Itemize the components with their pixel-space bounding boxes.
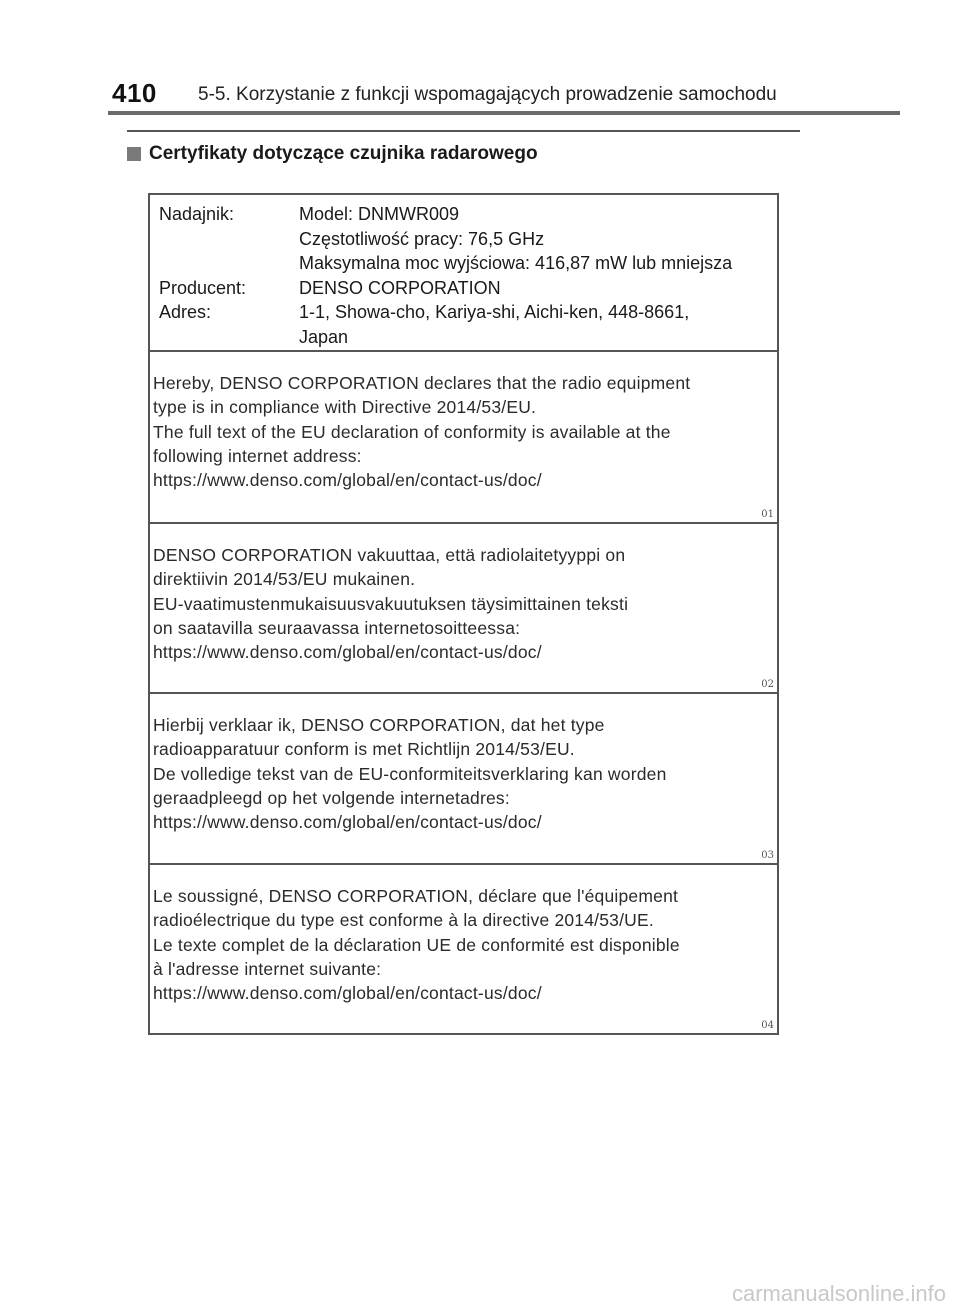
chapter-title: 5-5. Korzystanie z funkcji wspomagających prowadzenie samochodu bbox=[198, 84, 777, 105]
page-header bbox=[0, 0, 960, 120]
model-value: Model: DNMWR009 bbox=[299, 204, 460, 224]
declaration-text bbox=[153, 713, 753, 834]
declaration-line: type is in compliance with Directive 2014/53/EU. bbox=[153, 397, 537, 418]
declaration-line: radioélectrique du type est conforme à la directive 2014/53/UE. bbox=[153, 910, 654, 931]
declaration-number: 01 bbox=[761, 509, 774, 520]
declaration-line: radioapparatuur conform is met Richtlijn 2014/53/EU. bbox=[153, 739, 575, 760]
spec-table bbox=[159, 202, 769, 349]
declaration-url: https://www.denso.com/global/en/contact-us/doc/ bbox=[153, 812, 542, 833]
declaration-finnish bbox=[150, 522, 777, 692]
declaration-number: 03 bbox=[761, 850, 774, 861]
watermark-text: carmanualsonline.info bbox=[731, 1281, 946, 1306]
spec-row-frequency bbox=[159, 227, 769, 252]
declaration-line: Le soussigné, DENSO CORPORATION, déclare que l'équipement bbox=[153, 886, 679, 906]
declaration-dutch bbox=[150, 692, 777, 863]
declaration-text bbox=[153, 884, 753, 1005]
spec-row-transmitter bbox=[159, 202, 769, 227]
declaration-line: DENSO CORPORATION vakuuttaa, että radiolaitetyyppi on bbox=[153, 545, 626, 565]
frequency-value: Częstotliwość pracy: 76,5 GHz bbox=[299, 228, 545, 249]
address-value bbox=[299, 300, 769, 349]
square-bullet-icon bbox=[127, 147, 141, 161]
declaration-french bbox=[150, 863, 777, 1033]
declaration-line: following internet address: bbox=[153, 445, 362, 466]
declaration-line: direktiivin 2014/53/EU mukainen. bbox=[153, 569, 416, 590]
declaration-line: The full text of the EU declaration of conformity is available at the bbox=[153, 421, 671, 442]
address-line-2: Japan bbox=[299, 326, 349, 347]
spec-row-address bbox=[159, 300, 769, 349]
declaration-number: 02 bbox=[761, 679, 774, 690]
declaration-number: 04 bbox=[761, 1020, 774, 1031]
page-number: 410 bbox=[112, 78, 157, 108]
spec-row-power bbox=[159, 251, 769, 276]
transmitter-label: Nadajnik: bbox=[159, 204, 235, 224]
declaration-line: à l'adresse internet suivante: bbox=[153, 958, 382, 979]
declaration-url: https://www.denso.com/global/en/contact-us/doc/ bbox=[153, 642, 542, 663]
declaration-line: Hereby, DENSO CORPORATION declares that the radio equipment bbox=[153, 373, 691, 393]
declaration-line: on saatavilla seuraavassa internetosoitteessa: bbox=[153, 617, 521, 638]
certificate-box bbox=[148, 193, 779, 1035]
declaration-line: Le texte complet de la déclaration UE de conformité est disponible bbox=[153, 934, 680, 955]
declaration-url: https://www.denso.com/global/en/contact-us/doc/ bbox=[153, 470, 542, 491]
producer-label: Producent: bbox=[159, 277, 247, 298]
spec-row-producer bbox=[159, 276, 769, 301]
section-heading bbox=[127, 143, 538, 165]
address-line-1: 1-1, Showa-cho, Kariya-shi, Aichi-ken, 448-8661, bbox=[299, 302, 690, 322]
declaration-line: EU-vaatimustenmukaisuusvakuutuksen täysimittainen teksti bbox=[153, 593, 629, 614]
section-heading-text: Certyfikaty dotyczące czujnika radarowego bbox=[149, 143, 538, 164]
declaration-url: https://www.denso.com/global/en/contact-us/doc/ bbox=[153, 983, 542, 1004]
declaration-text bbox=[153, 371, 753, 492]
max-power-value: Maksymalna moc wyjściowa: 416,87 mW lub mniejsza bbox=[299, 253, 733, 273]
section-divider bbox=[127, 130, 800, 132]
header-divider bbox=[108, 111, 900, 115]
declaration-text bbox=[153, 543, 753, 664]
producer-value: DENSO CORPORATION bbox=[299, 277, 501, 298]
declaration-line: De volledige tekst van de EU-conformiteitsverklaring kan worden bbox=[153, 763, 667, 784]
declaration-line: Hierbij verklaar ik, DENSO CORPORATION, dat het type bbox=[153, 715, 605, 735]
address-label: Adres: bbox=[159, 302, 212, 322]
declaration-english bbox=[150, 350, 777, 522]
declaration-line: geraadpleegd op het volgende internetadres: bbox=[153, 787, 510, 808]
